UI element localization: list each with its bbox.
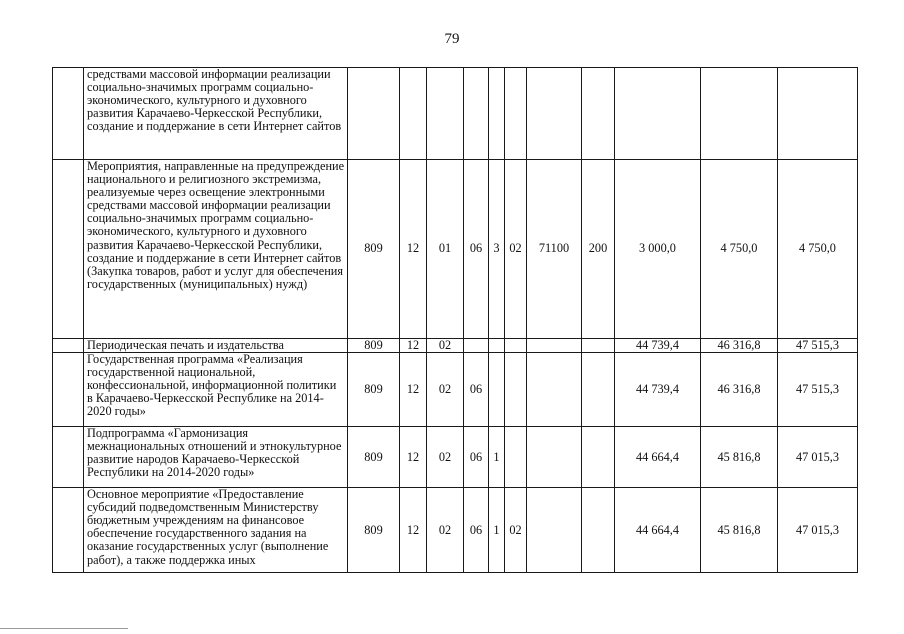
- direction-code-cell: 71100: [527, 160, 582, 339]
- program-code-cell: [464, 68, 489, 160]
- measure-code-cell: 02: [505, 488, 527, 573]
- row-index-cell: [53, 427, 84, 488]
- section-code-cell: 12: [400, 488, 427, 573]
- subsection-code-cell: 01: [427, 160, 464, 339]
- scan-edge-line: [0, 628, 128, 629]
- amount-year2-cell: 45 816,8: [701, 427, 778, 488]
- direction-code-cell: [527, 427, 582, 488]
- subprogram-code-cell: 1: [489, 427, 505, 488]
- subsection-code-cell: 02: [427, 488, 464, 573]
- section-code-cell: 12: [400, 160, 427, 339]
- expense-type-cell: [582, 339, 615, 353]
- amount-year1-cell: 44 664,4: [615, 427, 701, 488]
- ministry-code-cell: 809: [348, 160, 400, 339]
- expense-type-cell: 200: [582, 160, 615, 339]
- measure-code-cell: [505, 353, 527, 427]
- program-code-cell: 06: [464, 353, 489, 427]
- direction-code-cell: [527, 353, 582, 427]
- direction-code-cell: [527, 488, 582, 573]
- expense-type-cell: [582, 488, 615, 573]
- subprogram-code-cell: [489, 339, 505, 353]
- measure-code-cell: [505, 68, 527, 160]
- ministry-code-cell: [348, 68, 400, 160]
- item-name-cell: Основное мероприятие «Предоставление субсидий подведомственным Министерству бюджетным учреждениям на финансовое обеспечение государственного задания на оказание государственных услуг (выполнение работ), а также поддержка иных: [84, 488, 348, 573]
- amount-year2-cell: 46 316,8: [701, 339, 778, 353]
- row-index-cell: [53, 488, 84, 573]
- section-code-cell: 12: [400, 427, 427, 488]
- ministry-code-cell: 809: [348, 339, 400, 353]
- amount-year1-cell: 44 739,4: [615, 339, 701, 353]
- budget-table: [52, 67, 858, 573]
- subsection-code-cell: 02: [427, 353, 464, 427]
- item-name-cell: Мероприятия, направленные на предупреждение национального и религиозного экстремизма, реализуемые через освещение электронными средствами массовой информации реализации социально-значимых программ социально-экономического, культурного и духовного развития Карачаево-Черкесской Республики, создание и поддержание в сети Интернет сайтов (Закупка товаров, работ и услуг для обеспечения государственных (муниципальных) нужд): [84, 160, 348, 339]
- amount-year2-cell: 46 316,8: [701, 353, 778, 427]
- measure-code-cell: [505, 427, 527, 488]
- table-row: [53, 353, 858, 427]
- program-code-cell: 06: [464, 488, 489, 573]
- subsection-code-cell: [427, 68, 464, 160]
- amount-year2-cell: [701, 68, 778, 160]
- item-name-cell: Периодическая печать и издательства: [84, 339, 348, 353]
- direction-code-cell: [527, 339, 582, 353]
- expense-type-cell: [582, 427, 615, 488]
- expense-type-cell: [582, 353, 615, 427]
- amount-year1-cell: 44 664,4: [615, 488, 701, 573]
- section-code-cell: [400, 68, 427, 160]
- subsection-code-cell: 02: [427, 427, 464, 488]
- ministry-code-cell: 809: [348, 427, 400, 488]
- amount-year3-cell: 47 515,3: [778, 339, 858, 353]
- amount-year3-cell: 4 750,0: [778, 160, 858, 339]
- program-code-cell: 06: [464, 160, 489, 339]
- amount-year3-cell: [778, 68, 858, 160]
- table-row: [53, 68, 858, 160]
- page-number: 79: [444, 31, 460, 47]
- ministry-code-cell: 809: [348, 353, 400, 427]
- row-index-cell: [53, 353, 84, 427]
- section-code-cell: 12: [400, 339, 427, 353]
- table-row: [53, 427, 858, 488]
- program-code-cell: 06: [464, 427, 489, 488]
- amount-year1-cell: 44 739,4: [615, 353, 701, 427]
- ministry-code-cell: 809: [348, 488, 400, 573]
- expense-type-cell: [582, 68, 615, 160]
- row-index-cell: [53, 160, 84, 339]
- item-name-cell: средствами массовой информации реализации социально-значимых программ социально-экономического, культурного и духовного развития Карачаево-Черкесской Республики, создание и поддержание в сети Интернет сайтов: [84, 68, 348, 160]
- table-row: [53, 160, 858, 339]
- row-index-cell: [53, 68, 84, 160]
- item-name-cell: Государственная программа «Реализация государственной национальной, конфессиональной, информационной политики в Карачаево-Черкесской Республике на 2014-2020 годы»: [84, 353, 348, 427]
- amount-year1-cell: [615, 68, 701, 160]
- subprogram-code-cell: [489, 353, 505, 427]
- direction-code-cell: [527, 68, 582, 160]
- amount-year3-cell: 47 515,3: [778, 353, 858, 427]
- measure-code-cell: [505, 339, 527, 353]
- table-row: [53, 339, 858, 353]
- subprogram-code-cell: 3: [489, 160, 505, 339]
- amount-year2-cell: 45 816,8: [701, 488, 778, 573]
- subprogram-code-cell: [489, 68, 505, 160]
- program-code-cell: [464, 339, 489, 353]
- item-name-cell: Подпрограмма «Гармонизация межнациональных отношений и этнокультурное развитие народов Карачаево-Черкесской Республики на 2014-2020 годы»: [84, 427, 348, 488]
- amount-year3-cell: 47 015,3: [778, 488, 858, 573]
- amount-year1-cell: 3 000,0: [615, 160, 701, 339]
- section-code-cell: 12: [400, 353, 427, 427]
- amount-year3-cell: 47 015,3: [778, 427, 858, 488]
- subprogram-code-cell: 1: [489, 488, 505, 573]
- table-row: [53, 488, 858, 573]
- amount-year2-cell: 4 750,0: [701, 160, 778, 339]
- subsection-code-cell: 02: [427, 339, 464, 353]
- row-index-cell: [53, 339, 84, 353]
- measure-code-cell: 02: [505, 160, 527, 339]
